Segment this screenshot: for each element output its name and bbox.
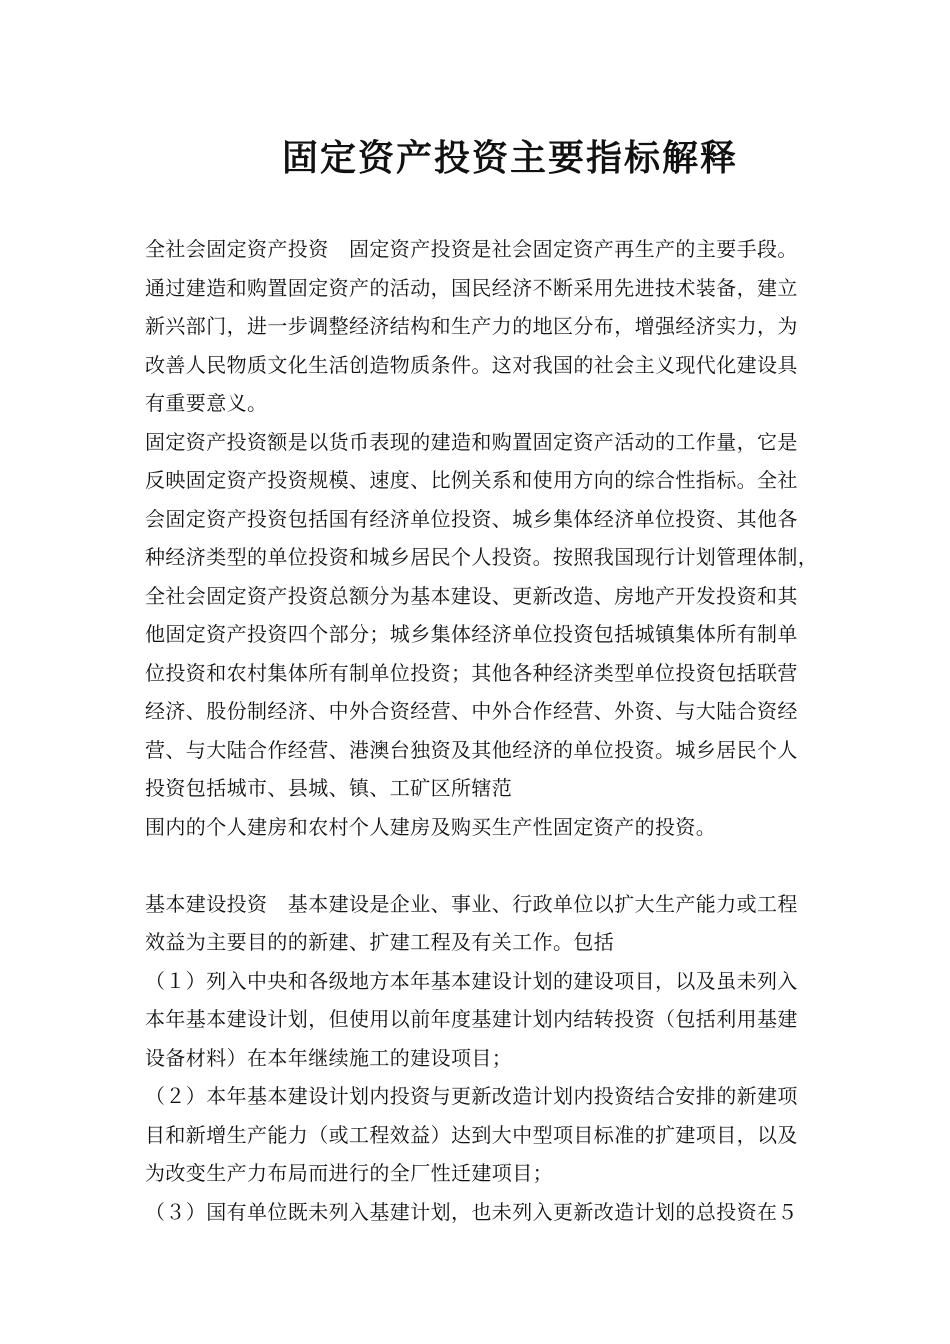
- text-line: 经济、股份制经济、中外合资经营、中外合作经营、外资、与大陆合资经: [145, 699, 798, 723]
- text-line: 改善人民物质文化生活创造物质条件。这对我国的社会主义现代化建设具: [145, 352, 798, 377]
- text-line: 全社会固定资产投资总额分为基本建设、更新改造、房地产开发投资和其: [145, 583, 798, 608]
- text-line: 效益为主要目的的新建、扩建工程及有关工作。包括: [145, 930, 615, 954]
- text-line: 有重要意义。: [145, 391, 268, 415]
- text-line: 新兴部门，进一步调整经济结构和生产力的地区分布，增强经济实力，为: [145, 314, 798, 338]
- text-line: 他固定资产投资四个部分；城乡集体经济单位投资包括城镇集体所有制单: [145, 622, 798, 646]
- text-line: 会固定资产投资包括国有经济单位投资、城乡集体经济单位投资、其他各: [145, 506, 798, 531]
- text-line: （２）本年基本建设计划内投资与更新改造计划内投资结合安排的新建项: [145, 1084, 798, 1108]
- document-title: 固定资产投资主要指标解释: [281, 137, 738, 179]
- text-line: 围内的个人建房和农村个人建房及购买生产性固定资产的投资。: [145, 814, 717, 839]
- text-line: 通过建造和购置固定资产的活动，国民经济不断采用先进技术装备，建立: [145, 275, 798, 300]
- text-line: 营、与大陆合作经营、港澳台独资及其他经济的单位投资。城乡居民个人: [145, 737, 798, 762]
- text-line: 目和新增生产能力（或工程效益）达到大中型项目标准的扩建项目，以及: [145, 1122, 798, 1147]
- text-line: 位投资和农村集体所有制单位投资；其他各种经济类型单位投资包括联营: [145, 660, 798, 685]
- blank-line: [145, 846, 885, 885]
- text-line: （１）列入中央和各级地方本年基本建设计划的建设项目，以及虽未列入: [145, 968, 798, 993]
- text-line: 全社会固定资产投资 固定资产投资是社会固定资产再生产的主要手段。: [145, 237, 798, 261]
- document-body: [145, 230, 885, 1231]
- text-line: 反映固定资产投资规模、速度、比例关系和使用方向的综合性指标。全社: [145, 468, 798, 492]
- text-line: 本年基本建设计划，但使用以前年度基建计划内结转投资（包括利用基建: [145, 1007, 798, 1031]
- text-line: 固定资产投资额是以货币表现的建造和购置固定资产活动的工作量，它是: [145, 429, 798, 454]
- text-line: 投资包括城市、县城、镇、工矿区所辖范: [145, 776, 513, 800]
- text-line: （３）国有单位既未列入基建计划，也未列入更新改造计划的总投资在５: [145, 1199, 798, 1224]
- text-line: 设备材料）在本年继续施工的建设项目；: [145, 1045, 513, 1070]
- text-line: 种经济类型的单位投资和城乡居民个人投资。按照我国现行计划管理体制，: [145, 545, 819, 569]
- text-line: 为改变生产力布局而进行的全厂性迁建项目；: [145, 1161, 553, 1185]
- text-line: 基本建设投资 基本建设是企业、事业、行政单位以扩大生产能力或工程: [145, 891, 798, 916]
